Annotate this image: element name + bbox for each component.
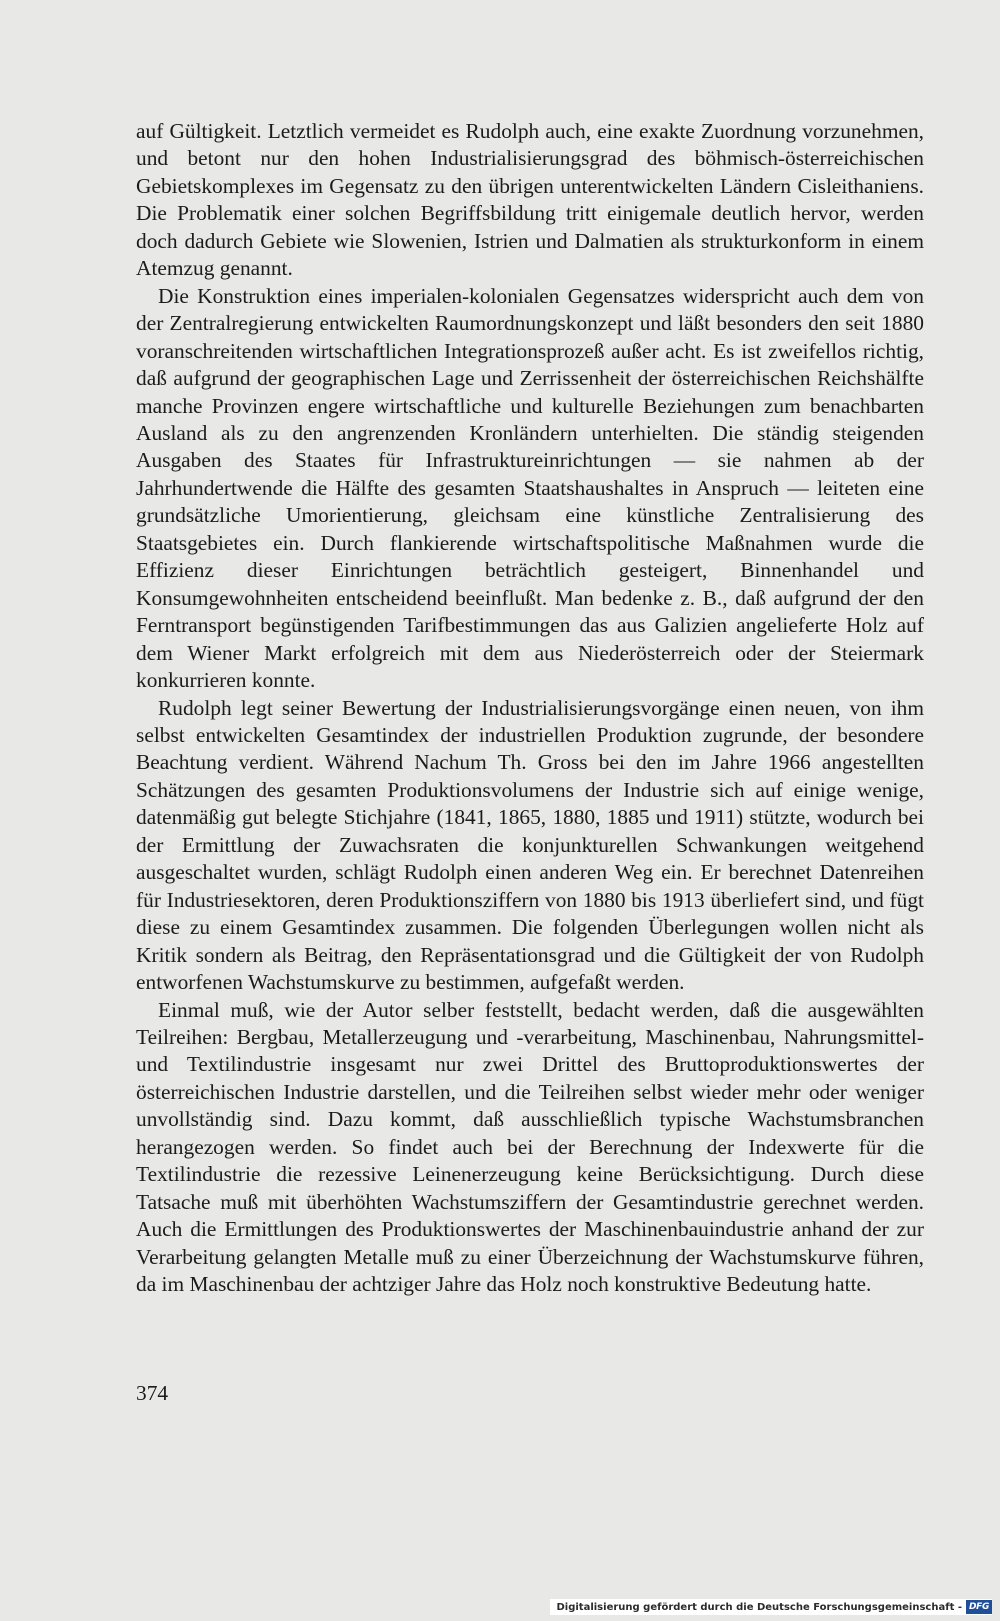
paragraph-1: auf Gültigkeit. Letztlich vermeidet es Rudolph auch, eine exakte Zuordnung vorzunehmen, und betont nur den hohen Industrialisierungsgrad des böhmisch-österreichischen Gebietskomplexes im Gegensatz zu den übrigen unterentwickelten Ländern Cisleithaniens. Die Problematik einer solchen Begriffsbildung tritt einigemale deutlich hervor, werden doch dadurch Gebiete wie Slowenien, Istrien und Dalmatien als strukturkonform in einem Atemzug genannt. [136, 119, 924, 281]
paragraph-4: Einmal muß, wie der Autor selber feststellt, bedacht werden, daß die ausgewählten Teilreihen: Bergbau, Metallerzeugung und -verarbeitung, Maschinenbau, Nahrungsmittel- und Textilindustrie insgesamt nur zwei Drittel des Bruttoproduktionswertes der österreichischen Industrie darstellen, und die Teilreihen selbst wieder mehr oder weniger unvollständig sind. Dazu kommt, daß ausschließlich typische Wachstumsbranchen herangezogen werden. So findet auch bei der Berechnung der Indexwerte für die Textilindustrie die rezessive Leinenerzeugung keine Berücksichtigung. Durch diese Tatsache muß mit überhöhten Wachstumsziffern der Gesamtindustrie gerechnet werden. Auch die Ermittlungen des Produktionswertes der Maschinenbauindustrie anhand der zur Verarbeitung gelangten Metalle muß zu einer Überzeichnung der Wachstumskurve führen, da im Maschinenbau der achtziger Jahre das Holz noch konstruktive Bedeutung hatte. [136, 997, 924, 1297]
page-number: 374 [136, 1381, 169, 1405]
digitization-footer [550, 1599, 992, 1615]
body-text [136, 118, 924, 1298]
dfg-logo-icon: DFG [966, 1600, 992, 1614]
paragraph-2: Die Konstruktion eines imperialen-kolonialen Gegensatzes widerspricht auch dem von der Zentralregierung entwickelten Raumordnungskonzept und läßt besonders den seit 1880 voranschreitenden wirtschaftlichen Integrationsprozeß außer acht. Es ist zweifellos richtig, daß aufgrund der geographischen Lage und Zerrissenheit der österreichischen Reichshälfte manche Provinzen engere wirtschaftliche und kulturelle Beziehungen zum benachbarten Ausland als zu den angrenzenden Kronländern unterhielten. Die ständig steigenden Ausgaben des Staates für Infrastruktureinrichtungen — sie nahmen ab der Jahrhundertwende die Hälfte des gesamten Staatshaushaltes in Anspruch — leiteten eine grundsätzliche Umorientierung, gleichsam eine künstliche Zentralisierung des Staatsgebietes ein. Durch flankierende wirtschaftspolitische Maßnahmen wurde die Effizienz dieser Einrichtungen beträchtlich gesteigert, Binnenhandel und Konsumgewohnheiten entscheidend beeinflußt. Man bedenke z. B., daß aufgrund der den Ferntransport begünstigenden Tarifbestimmungen das aus Galizien angelieferte Holz auf dem Wiener Markt erfolgreich mit dem aus Niederösterreich oder der Steiermark konkurrieren konnte. [136, 283, 924, 693]
paragraph-3: Rudolph legt seiner Bewertung der Industrialisierungsvorgänge einen neuen, von ihm selbst entwickelten Gesamtindex der industriellen Produktion zugrunde, der besondere Beachtung verdient. Während Nachum Th. Gross bei den im Jahre 1966 angestellten Schätzungen des gesamten Produktionsvolumens der Industrie sich auf einige wenige, datenmäßig gut belegte Stichjahre (1841, 1865, 1880, 1885 und 1911) stützte, wodurch bei der Ermittlung der Zuwachsraten die konjunkturellen Schwankungen weitgehend ausgeschaltet wurden, schlägt Rudolph einen anderen Weg ein. Er berechnet Datenreihen für Industriesektoren, deren Produktionsziffern von 1880 bis 1913 überliefert sind, und fügt diese zu einem Gesamtindex zusammen. Die folgenden Überlegungen wollen nicht als Kritik sondern als Beitrag, den Repräsentationsgrad und die Gültigkeit der von Rudolph entworfenen Wachstumskurve zu bestimmen, aufgefaßt werden. [136, 695, 924, 995]
footer-credit-text: Digitalisierung gefördert durch die Deutsche Forschungsgemeinschaft - [556, 1601, 962, 1613]
